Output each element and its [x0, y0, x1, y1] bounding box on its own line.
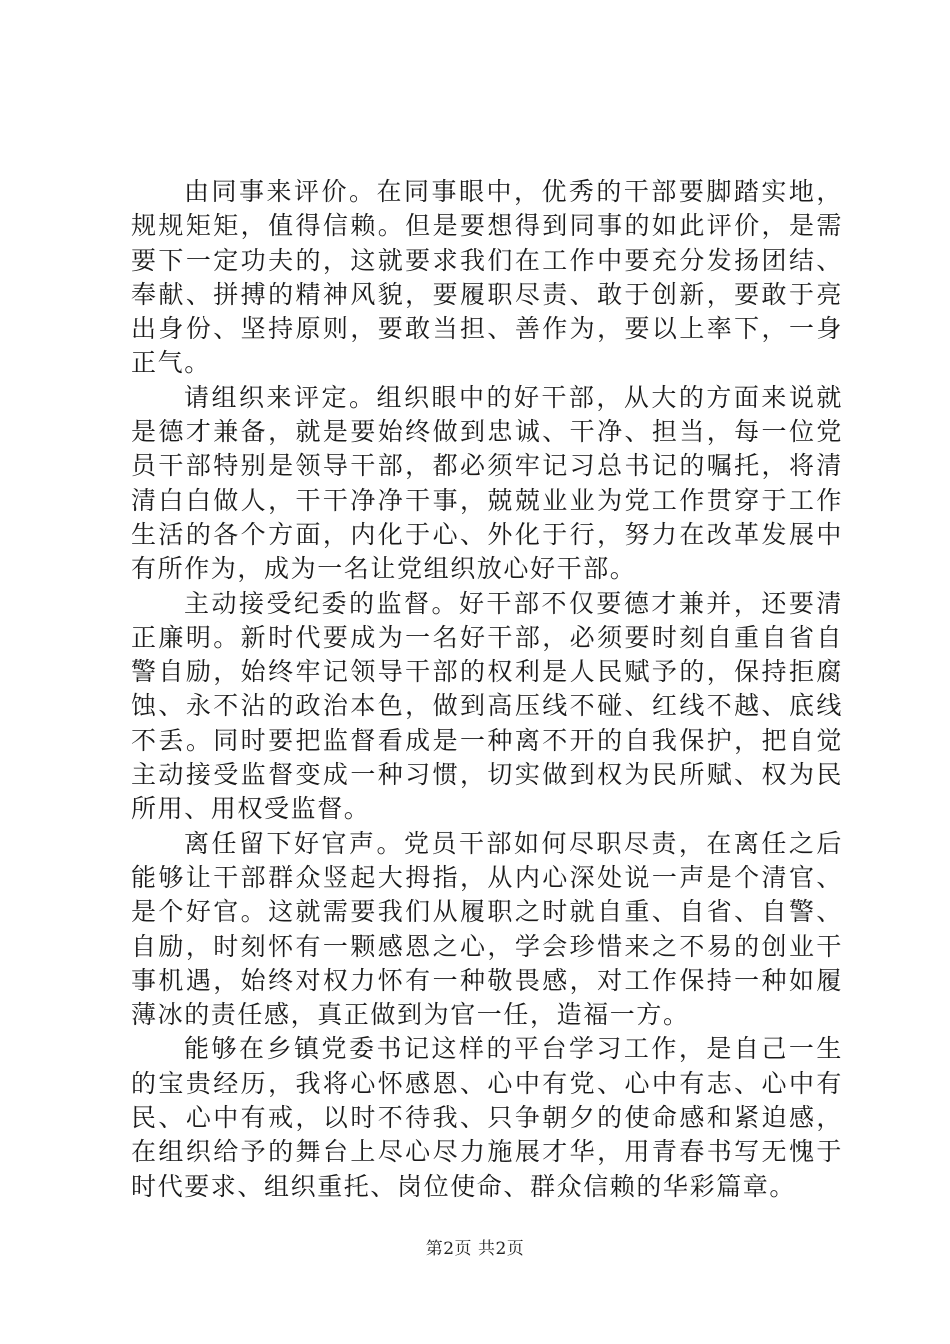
- page-number-footer: 第2页 共2页: [425, 1239, 525, 1259]
- paragraph-organization-assessment: 请组织来评定。组织眼中的好干部，从大的方面来说就是德才兼备，就是要始终做到忠诚、干净、担当，每一位党员干部特别是领导干部，都必须牢记习总书记的嘱托，将清清白白做人，干干净净干事，兢兢业业为党工作贯穿于工作生活的各个方面，内化于心、外化于行，努力在改革发展中有所作为，成为一名让党组织放心好干部。: [131, 382, 843, 584]
- paragraph-discipline-supervision: 主动接受纪委的监督。好干部不仅要德才兼并，还要清正廉明。新时代要成为一名好干部，必须要时刻自重自省自警自励，始终牢记领导干部的权利是人民赋予的，保持拒腐蚀、永不沾的政治本色，做到高压线不碰、红线不越、底线不丢。同时要把监督看成是一种离不开的自我保护，把自觉主动接受监督变成一种习惯，切实做到权为民所赋、权为民所用、用权受监督。: [131, 588, 843, 824]
- paragraph-leaving-reputation: 离任留下好官声。党员干部如何尽职尽责，在离任之后能够让干部群众竖起大拇指，从内心深处说一声是个清官、是个好官。这就需要我们从履职之时就自重、自省、自警、自励，时刻怀有一颗感恩之心，学会珍惜来之不易的创业干事机遇，始终对权力怀有一种敬畏感，对工作保持一种如履薄冰的责任感，真正做到为官一任，造福一方。: [131, 828, 843, 1030]
- document-body: [131, 175, 843, 1204]
- paragraph-colleague-evaluation: 由同事来评价。在同事眼中，优秀的干部要脚踏实地，规规矩矩，值得信赖。但是要想得到同事的如此评价，是需要下一定功夫的，这就要求我们在工作中要充分发扬团结、奉献、拼搏的精神风貌，要履职尽责、敢于创新，要敢于亮出身份、坚持原则，要敢当担、善作为，要以上率下，一身正气。: [131, 177, 843, 378]
- paragraph-closing: 能够在乡镇党委书记这样的平台学习工作，是自己一生的宝贵经历，我将心怀感恩、心中有党、心中有志、心中有民、心中有戒，以时不待我、只争朝夕的使命感和紧迫感，在组织给予的舞台上尽心尽力施展才华，用青春书写无愧于时代要求、组织重托、岗位使命、群众信赖的华彩篇章。: [131, 1034, 843, 1201]
